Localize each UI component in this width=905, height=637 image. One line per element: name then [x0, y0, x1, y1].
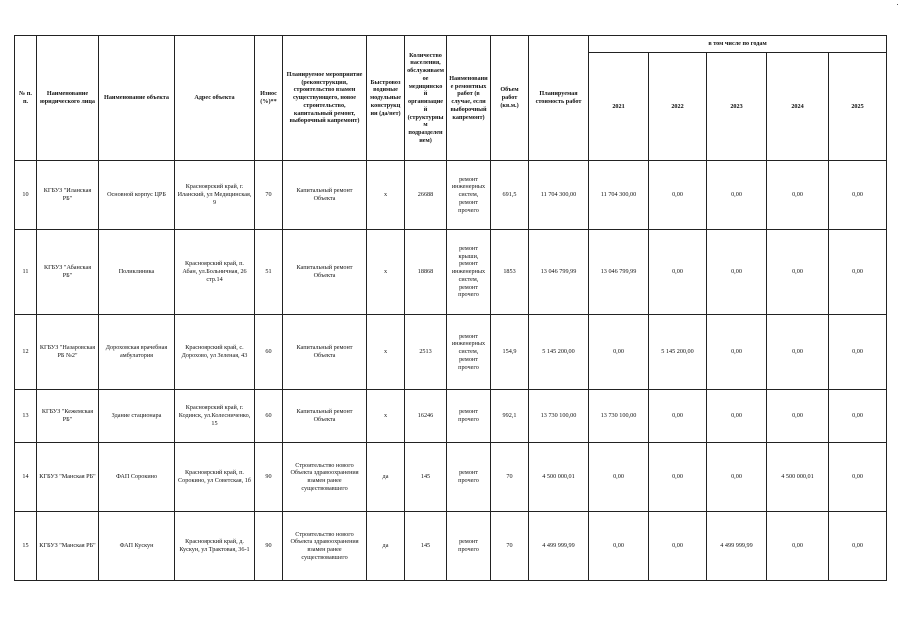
cell-year-2021: 0,00	[589, 512, 649, 581]
cell-volume: 992,1	[491, 390, 529, 443]
cell-year-2024: 0,00	[767, 230, 829, 315]
cell-volume: 1853	[491, 230, 529, 315]
cell-year-2022: 0,00	[649, 390, 707, 443]
header-year-2024: 2024	[767, 53, 829, 161]
header-year-2022: 2022	[649, 53, 707, 161]
header-year-2025: 2025	[829, 53, 887, 161]
table-row	[15, 390, 887, 443]
header-planned-measure: Планируемое мероприятие (реконструкция, строительство взамен существующего, новое строительство, капитальный ремонт, выборочный капремонт)	[283, 36, 367, 161]
cell-wear: 70	[255, 161, 283, 230]
table-row	[15, 512, 887, 581]
cell-legal-name: КГБУЗ "Назаровская РБ №2"	[37, 315, 99, 390]
cell-prefab: х	[367, 161, 405, 230]
cell-measure: Капитальный ремонт Объекта	[283, 390, 367, 443]
cell-year-2025: 0,00	[829, 230, 887, 315]
cell-year-2021: 0,00	[589, 443, 649, 512]
cell-object-name: Поликлиника	[99, 230, 175, 315]
cell-year-2022: 0,00	[649, 230, 707, 315]
cell-works: ремонт инженерных систем, ремонт прочего	[447, 315, 491, 390]
scan-speck	[897, 4, 898, 5]
cell-year-2021: 11 704 300,00	[589, 161, 649, 230]
cell-volume: 70	[491, 512, 529, 581]
cell-year-2021: 13 046 799,99	[589, 230, 649, 315]
cell-population: 26688	[405, 161, 447, 230]
table-row	[15, 161, 887, 230]
cell-cost: 11 704 300,00	[529, 161, 589, 230]
table-row	[15, 443, 887, 512]
cell-legal-name: КГБУЗ "Манская РБ"	[37, 443, 99, 512]
header-year-2023: 2023	[707, 53, 767, 161]
cell-measure: Капитальный ремонт Объекта	[283, 315, 367, 390]
table-row	[15, 315, 887, 390]
cell-cost: 4 499 999,99	[529, 512, 589, 581]
cell-population: 18868	[405, 230, 447, 315]
header-wear: Износ (%)**	[255, 36, 283, 161]
header-cost: Планируемая стоимость работ	[529, 36, 589, 161]
cell-year-2022: 0,00	[649, 161, 707, 230]
document-sheet	[14, 35, 887, 581]
cell-year-2023: 0,00	[707, 315, 767, 390]
cell-n: 14	[15, 443, 37, 512]
cell-year-2024: 0,00	[767, 161, 829, 230]
cell-year-2021: 13 730 100,00	[589, 390, 649, 443]
cell-volume: 70	[491, 443, 529, 512]
cell-cost: 4 500 000,01	[529, 443, 589, 512]
cell-legal-name: КГБУЗ "Кежемская РБ"	[37, 390, 99, 443]
cell-year-2023: 4 499 999,99	[707, 512, 767, 581]
cell-wear: 60	[255, 390, 283, 443]
cell-year-2021: 0,00	[589, 315, 649, 390]
cell-prefab: х	[367, 230, 405, 315]
cell-address: Красноярский край, с. Дорохово, ул Зеленая, 43	[175, 315, 255, 390]
cell-object-name: Дороховская врачебная амбулатория	[99, 315, 175, 390]
cell-wear: 51	[255, 230, 283, 315]
cell-year-2023: 0,00	[707, 230, 767, 315]
cell-year-2024: 0,00	[767, 390, 829, 443]
cell-year-2025: 0,00	[829, 161, 887, 230]
cell-works: ремонт прочего	[447, 390, 491, 443]
cell-volume: 154,9	[491, 315, 529, 390]
table-row	[15, 230, 887, 315]
cell-year-2024: 0,00	[767, 315, 829, 390]
header-population: Количество населения, обслуживаемое медицинской организацией (структурным подразделением)	[405, 36, 447, 161]
cell-volume: 691,5	[491, 161, 529, 230]
cell-address: Красноярский край, п. Сорокино, ул Советская, 1б	[175, 443, 255, 512]
header-prefab: Быстровозводимые модульные конструкции (да/нет)	[367, 36, 405, 161]
cell-legal-name: КГБУЗ "Манская РБ"	[37, 512, 99, 581]
header-volume: Объем работ (кв.м.)	[491, 36, 529, 161]
cell-works: ремонт крыши, ремонт инженерных систем, ремонт прочего	[447, 230, 491, 315]
cell-year-2022: 0,00	[649, 443, 707, 512]
cell-population: 145	[405, 512, 447, 581]
cell-year-2023: 0,00	[707, 161, 767, 230]
cell-population: 145	[405, 443, 447, 512]
cell-year-2023: 0,00	[707, 390, 767, 443]
header-by-years: в том числе по годам	[589, 36, 887, 53]
cell-prefab: х	[367, 315, 405, 390]
cell-cost: 13 730 100,00	[529, 390, 589, 443]
header-n: № п. п.	[15, 36, 37, 161]
cell-population: 2513	[405, 315, 447, 390]
cell-cost: 13 046 799,99	[529, 230, 589, 315]
cell-legal-name: КГБУЗ "Абанская РБ"	[37, 230, 99, 315]
cell-object-name: Основной корпус ЦРБ	[99, 161, 175, 230]
cell-object-name: ФАП Сорокино	[99, 443, 175, 512]
cell-year-2022: 5 145 200,00	[649, 315, 707, 390]
cell-wear: 90	[255, 512, 283, 581]
cell-n: 10	[15, 161, 37, 230]
header-legal-name: Наименование юридического лица	[37, 36, 99, 161]
cell-object-name: ФАП Кускун	[99, 512, 175, 581]
header-year-2021: 2021	[589, 53, 649, 161]
cell-prefab: х	[367, 390, 405, 443]
cell-n: 15	[15, 512, 37, 581]
cell-year-2025: 0,00	[829, 390, 887, 443]
cell-works: ремонт прочего	[447, 443, 491, 512]
cell-works: ремонт прочего	[447, 512, 491, 581]
cell-address: Красноярский край, д. Кускун, ул Трактовая, 36-1	[175, 512, 255, 581]
header-object-name: Наименование объекта	[99, 36, 175, 161]
cell-address: Красноярский край, г. Иланский, ул Медицинская, 9	[175, 161, 255, 230]
cell-year-2024: 0,00	[767, 512, 829, 581]
cell-measure: Капитальный ремонт Объекта	[283, 230, 367, 315]
cell-n: 11	[15, 230, 37, 315]
header-address: Адрес объекта	[175, 36, 255, 161]
cell-legal-name: КГБУЗ "Иланская РБ"	[37, 161, 99, 230]
cell-year-2025: 0,00	[829, 512, 887, 581]
cell-n: 12	[15, 315, 37, 390]
cell-cost: 5 145 200,00	[529, 315, 589, 390]
cell-address: Красноярский край, г. Кодинск, ул.Колесниченко, 15	[175, 390, 255, 443]
cell-n: 13	[15, 390, 37, 443]
cell-wear: 60	[255, 315, 283, 390]
cell-works: ремонт инженерных систем, ремонт прочего	[447, 161, 491, 230]
cell-year-2022: 0,00	[649, 512, 707, 581]
cell-measure: Строительство нового Объекта здравоохранения взамен ранее существовавшего	[283, 512, 367, 581]
cell-object-name: Здание стационара	[99, 390, 175, 443]
cell-measure: Капитальный ремонт Объекта	[283, 161, 367, 230]
header-works: Наименование ремонтных работ (в случае, если выборочный капремонт)	[447, 36, 491, 161]
cell-population: 16246	[405, 390, 447, 443]
cell-year-2025: 0,00	[829, 315, 887, 390]
cell-year-2024: 4 500 000,01	[767, 443, 829, 512]
cell-wear: 90	[255, 443, 283, 512]
cell-measure: Строительство нового Объекта здравоохранения взамен ранее существовавшего	[283, 443, 367, 512]
repair-program-table	[14, 35, 887, 581]
cell-year-2023: 0,00	[707, 443, 767, 512]
cell-address: Красноярский край, п. Абан, ул.Больничная, 26 стр.14	[175, 230, 255, 315]
cell-prefab: да	[367, 512, 405, 581]
cell-year-2025: 0,00	[829, 443, 887, 512]
cell-prefab: да	[367, 443, 405, 512]
